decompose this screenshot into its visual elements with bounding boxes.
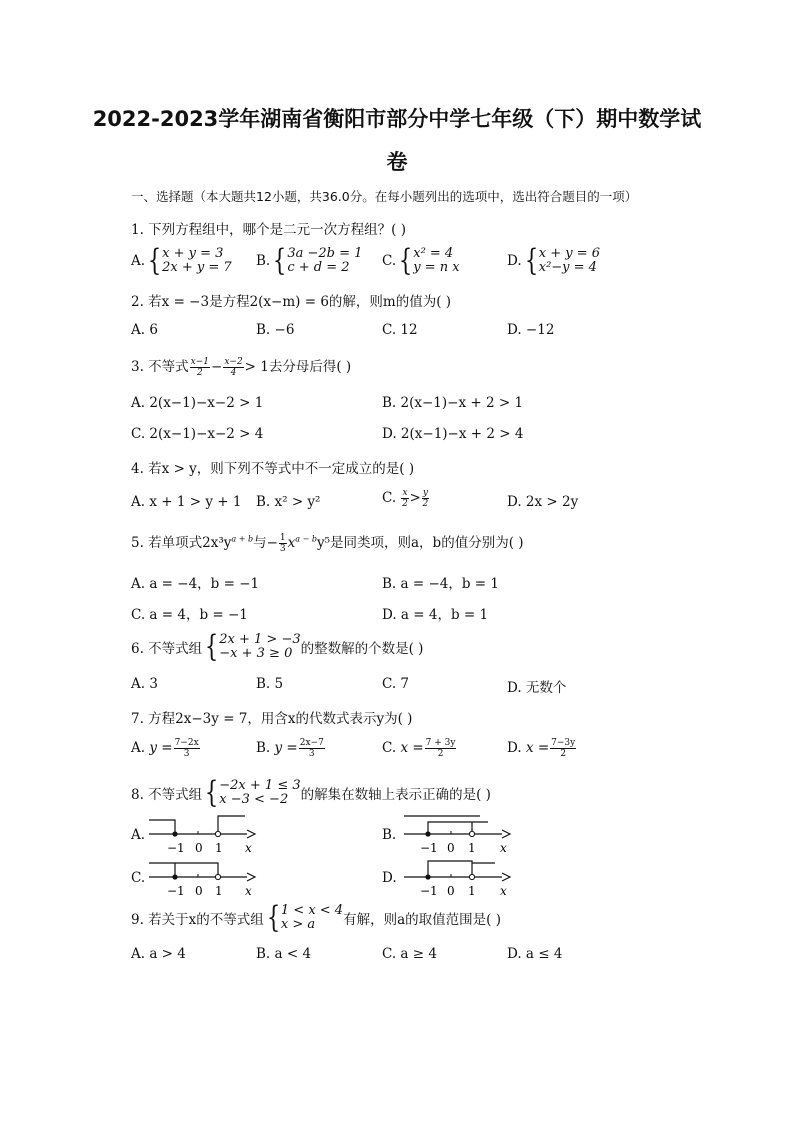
tick-label: 1: [215, 841, 223, 855]
minus-sign: −: [211, 359, 223, 375]
question-6-stem: 6. 不等式组 { 2x + 1 > −3 −x + 3 ≥ 0 的整数解的个数是( ): [131, 629, 424, 664]
q4-option-c: [382, 488, 430, 509]
option-label: D.: [507, 253, 522, 269]
fraction: [223, 357, 243, 378]
denominator: 3: [183, 749, 190, 759]
q2-option-b: B. −6: [256, 322, 295, 338]
q7-option-d: [507, 738, 577, 759]
lhs: x =: [400, 740, 424, 756]
tick-label: −1: [167, 884, 185, 898]
q5-option-a: A. a = −4，b = −1: [131, 576, 260, 592]
numerator: 7−2x: [174, 738, 199, 748]
denominator: 2: [196, 368, 203, 378]
denominator: 3: [308, 749, 315, 759]
q9-option-a: A. a > 4: [131, 946, 186, 962]
ineq-line: 2x + 1 > −3: [219, 632, 301, 647]
axis-label: x: [245, 884, 252, 898]
section-header: 一、选择题（本大题共12小题，共36.0分。在每小题列出的选项中，选出符合题目的一项）: [131, 189, 638, 204]
question-2-stem: 2. 若x = −3是方程2(x−m) = 6的解，则m的值为( ): [131, 294, 452, 310]
numerator: 2x−7: [299, 738, 324, 748]
lhs: y =: [149, 740, 173, 756]
tick-label: 0: [195, 884, 203, 898]
eq-line: 2x + y = 7: [162, 260, 232, 275]
q3-option-a: A. 2(x−1)−x−2 > 1: [131, 395, 264, 411]
denominator: 4: [230, 368, 237, 378]
q2-option-c: C. 12: [382, 322, 418, 338]
question-9-stem: 9. 若关于x的不等式组 { 1 < x < 4 x > a 有解，则a的取值范围是( ): [131, 900, 501, 935]
stem-text: x: [287, 535, 296, 551]
eq-line: x² = 4: [413, 246, 454, 261]
numerator: 7 + 3y: [425, 738, 456, 748]
q8-option-d-numberline: [400, 855, 520, 901]
q3-option-d: D. 2(x−1)−x + 2 > 4: [382, 426, 524, 442]
fraction: [425, 738, 457, 759]
fraction: [174, 738, 200, 759]
tick-label: 1: [215, 884, 223, 898]
eq-line: x²−y = 4: [538, 260, 597, 275]
q8-option-b-numberline: [400, 812, 520, 858]
stem-text: 6. 不等式组: [131, 641, 203, 657]
q6-option-b: B. 5: [256, 676, 284, 692]
q7-option-c: [382, 738, 457, 759]
denominator: 2: [560, 749, 567, 759]
option-label: B.: [256, 740, 271, 756]
tick-label: 0: [195, 841, 203, 855]
stem-text: 3. 不等式: [131, 359, 189, 375]
q7-option-b: [256, 738, 326, 759]
page-title: 2022-2023学年湖南省衡阳市部分中学七年级（下）期中数学试: [92, 107, 702, 131]
q1-option-d: D. { x + y = 6 x²−y = 4: [507, 243, 600, 278]
axis-label: x: [500, 841, 507, 855]
q1-option-b: B. { 3a −2b = 1 c + d = 2: [256, 243, 363, 278]
question-7-stem: 7. 方程2x−3y = 7，用含x的代数式表示y为( ): [131, 711, 413, 727]
fraction: [422, 488, 429, 509]
tick-label: −1: [420, 884, 438, 898]
question-3-stem: [131, 355, 351, 378]
question-1-stem: 1. 下列方程组中，哪个是二元一次方程组？( ): [131, 222, 406, 238]
exponent: a + b: [231, 534, 254, 544]
lhs: y =: [274, 740, 298, 756]
q9-option-d: D. a ≤ 4: [507, 946, 563, 962]
ineq-line: −2x + 1 ≤ 3: [219, 778, 301, 793]
eq-line: x + y = 6: [538, 246, 600, 261]
axis-label: x: [500, 884, 507, 898]
q9-option-b: B. a < 4: [256, 946, 312, 962]
gt-sign: >: [409, 490, 421, 506]
q6-option-a: A. 3: [131, 676, 158, 692]
q5-option-c: C. a = 4，b = −1: [131, 607, 248, 623]
lhs: x =: [525, 740, 550, 756]
denominator: 2: [402, 499, 408, 509]
denominator: 3: [279, 544, 286, 554]
fraction: [279, 533, 287, 554]
q3-option-b: B. 2(x−1)−x + 2 > 1: [382, 395, 524, 411]
eq-line: c + d = 2: [287, 260, 350, 275]
denominator: 2: [422, 499, 429, 509]
q4-option-b: B. x² > y²: [256, 494, 321, 510]
q8-option-c-numberline: [145, 855, 265, 901]
denominator: 2: [437, 749, 444, 759]
fraction: [299, 738, 325, 759]
axis-label: x: [245, 841, 252, 855]
option-label: C.: [382, 490, 397, 506]
numerator: x−1: [190, 357, 210, 367]
stem-text: 5. 若单项式2x³y: [131, 535, 232, 551]
question-5-stem: [131, 531, 524, 554]
option-label: C.: [382, 253, 397, 269]
q2-option-d: D. −12: [507, 322, 555, 338]
numerator: 1: [279, 533, 286, 543]
q1-option-c: C. { x² = 4 y = n x: [382, 243, 460, 278]
stem-text: 的整数解的个数是( ): [300, 641, 424, 657]
ineq-line: −x + 3 ≥ 0: [219, 646, 293, 661]
fraction: [190, 357, 210, 378]
q2-option-a: A. 6: [131, 322, 158, 338]
numerator: y: [422, 488, 428, 498]
option-label: D.: [507, 740, 522, 756]
q8-option-a-label: A.: [131, 827, 146, 843]
stem-text: 的解集在数轴上表示正确的是( ): [300, 787, 491, 803]
tick-label: 0: [447, 884, 455, 898]
q6-option-d: D. 无数个: [507, 680, 567, 696]
tick-label: 1: [468, 841, 476, 855]
q6-option-c: C. 7: [382, 676, 410, 692]
q8-option-b-label: B.: [382, 827, 397, 843]
stem-text: 与−: [253, 535, 278, 551]
q8-option-c-label: C.: [131, 870, 146, 886]
q8-option-a-numberline: [145, 812, 265, 858]
stem-text: > 1去分母后得( ): [244, 359, 352, 375]
option-label: C.: [382, 740, 397, 756]
question-8-stem: 8. 不等式组 { −2x + 1 ≤ 3 x −3 < −2 的解集在数轴上表示正确的是( ): [131, 775, 491, 810]
ineq-line: x −3 < −2: [219, 792, 289, 807]
stem-text: 有解，则a的取值范围是( ): [343, 912, 501, 928]
option-label: A.: [131, 740, 146, 756]
q4-option-a: A. x + 1 > y + 1: [131, 494, 242, 510]
q8-option-d-label: D.: [382, 870, 397, 886]
q1-option-a: A. { x + y = 3 2x + y = 7: [131, 243, 232, 278]
stem-text: 9. 若关于x的不等式组: [131, 912, 264, 928]
stem-text: y⁵是同类项，则a，b的值分别为( ): [316, 535, 524, 551]
fraction: [550, 738, 576, 759]
exponent: a − b: [295, 534, 317, 544]
fraction: [401, 488, 408, 509]
ineq-line: 1 < x < 4: [280, 903, 344, 918]
eq-line: x + y = 3: [162, 246, 224, 261]
numerator: 7−3y: [551, 738, 576, 748]
q9-option-c: C. a ≥ 4: [382, 946, 437, 962]
q7-option-a: [131, 738, 201, 759]
stem-text: 8. 不等式组: [131, 787, 203, 803]
q3-option-c: C. 2(x−1)−x−2 > 4: [131, 426, 264, 442]
q5-option-d: D. a = 4，b = 1: [382, 607, 489, 623]
eq-line: y = n x: [413, 260, 460, 275]
numerator: x: [402, 488, 408, 498]
page-title-cont: 卷: [386, 150, 408, 174]
option-label: A.: [131, 253, 146, 269]
q5-option-b: B. a = −4，b = 1: [382, 576, 499, 592]
ineq-line: x > a: [280, 917, 316, 932]
numerator: x−2: [224, 357, 243, 367]
tick-label: 1: [468, 884, 476, 898]
option-label: B.: [256, 253, 271, 269]
q4-option-d: D. 2x > 2y: [507, 494, 579, 510]
question-4-stem: 4. 若x > y，则下列不等式中不一定成立的是( ): [131, 461, 415, 477]
eq-line: 3a −2b = 1: [287, 246, 363, 261]
tick-label: −1: [167, 841, 185, 855]
tick-label: 0: [447, 841, 455, 855]
tick-label: −1: [420, 841, 438, 855]
